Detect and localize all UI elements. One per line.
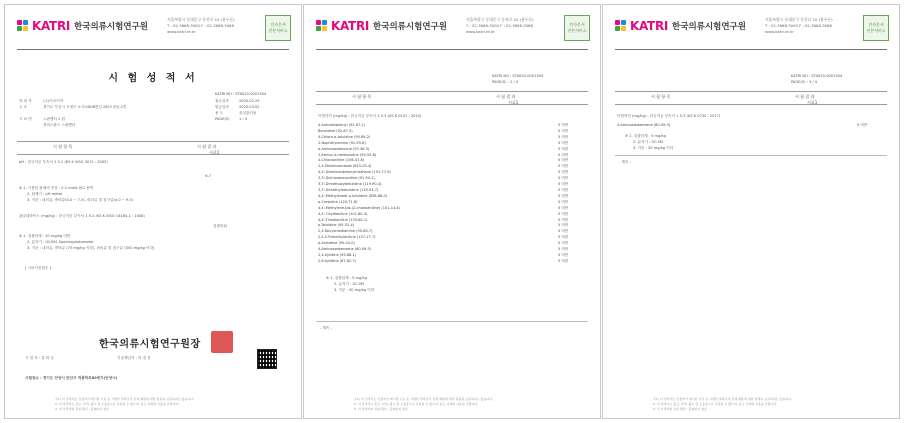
item-name: 2,4-Xylidine (95-68-1) xyxy=(318,252,357,257)
address-block: 서울특별시 동대문구 동산로 10 (용두동) T : 02-3668-3000 F : 02-3668-3068 www.katri.re.kr xyxy=(466,17,534,34)
item-name: 4-Chloro-o-toluidine (95-69-2) xyxy=(318,134,371,139)
page-footer: 주1) 이 성적서는 신청자가 제시한 시료 등 시험한 결과로서 전체 제품에 대한 품질을 보증하지는 않습니다. 2. 이 성적서는 홍보, 선전, 광고 및 소송용으로 사용될 수 없으며, 용도 이외의 사용을 금합니다. 3. 이 성적서의 진위 확인 : 홈페이지 참조 xyxy=(55,397,195,411)
item-name: 4,4'-Methylenedi-o-toluidine (838-88-0) xyxy=(318,193,388,198)
item-result: 5 미만 xyxy=(558,170,569,175)
item-result: 5 미만 xyxy=(558,152,569,157)
item-result: 5 미만 xyxy=(558,158,569,163)
item-result: 5 미만 xyxy=(558,211,569,216)
item-result: 5 미만 xyxy=(558,258,569,263)
page-footer: 주1) 이 성적서는 신청자가 제시한 시료 등 시험한 결과로서 전체 제품에 대한 품질을 보증하지는 않습니다. 2. 이 성적서는 홍보, 선전, 광고 및 소송용으로 사용될 수 없으며, 용도 이외의 사용을 금합니다. 3. 이 성적서의 진위 확인 : 홈페이지 참조 xyxy=(354,397,494,411)
item-result: 5 미만 xyxy=(558,229,569,234)
report-page-2 xyxy=(303,4,601,419)
katri-logo-icon xyxy=(17,20,29,32)
item-result: 5 미만 xyxy=(558,193,569,198)
item-result: 5 미만 xyxy=(558,217,569,222)
item-result: 5 미만 xyxy=(558,140,569,145)
item-result: 5 미만 xyxy=(558,187,569,192)
qr-code xyxy=(257,349,277,369)
e-document-seal: 전자문서 진본서비스 xyxy=(265,15,291,41)
report-number: KATRI NO : STA020-0001304 PAGE(S) : 3 / 4 xyxy=(791,74,843,84)
list-item xyxy=(617,123,887,129)
item-result: 5 미만 xyxy=(857,123,868,127)
katri-logo: KATRI 한국의류시험연구원 xyxy=(615,19,746,33)
test-notes: ※ 1. 검출한계 : 5 mg/kg 2. 분석기 : GC-MS 3. 기준 : 30 mg/kg 이하 xyxy=(625,134,674,150)
page-footer: 주1) 이 성적서는 신청자가 제시한 시료 등 시험한 결과로서 전체 제품에 대한 품질을 보증하지는 않습니다. 2. 이 성적서는 홍보, 선전, 광고 및 소송용으로 사용될 수 없으며, 용도 이외의 사용을 금합니다. 3. 이 성적서의 진위 확인 : 홈페이지 참조 xyxy=(653,397,793,411)
page-title: 시 험 성 적 서 xyxy=(108,73,198,84)
item-name: 4,4'-Thiodianiline (139-65-1) xyxy=(318,217,368,222)
tester: 시 험 자 : 류 미 숙 xyxy=(25,356,54,360)
test-location: 시험장소 : 경기도 안양시 만안구 덕풍하로89번지(안양시) xyxy=(25,376,118,380)
item-result: 5 미만 xyxy=(558,252,569,257)
item-result: 5 미만 xyxy=(558,205,569,210)
arylamine-list xyxy=(318,123,588,265)
sample-photo-note: [ 시료사진첨부 ] xyxy=(25,266,51,270)
arylamine-list xyxy=(617,123,887,129)
arylamine-title: 아릴아민 (mg/kg) : 한국지공 부속서 1 5.3 (KS K 0730 : 2017) xyxy=(617,114,721,118)
divider xyxy=(316,49,588,50)
continued-mark: - 계속 - xyxy=(619,160,631,164)
item-name: 4,4'-Diaminodiphenylmethane (101-77-9) xyxy=(318,170,391,175)
arylamine-title: 아릴아민 (mg/kg) : 한국지공 부속서 1 5.3 (KS K 0147 : 2015) xyxy=(318,114,422,118)
report-number: KATRI NO : STA020-0001304 PAGE(S) : 2 / 4 xyxy=(492,74,544,84)
item-result: 5 미만 xyxy=(558,164,569,169)
item-name: 4-Aminobiphenyl (92-67-1) xyxy=(318,123,366,127)
test-notes: ※ 1. 검출한계 : 5 mg/kg 2. 분석기 : GC-MS 3. 기준 : 30 mg/kg 이하 xyxy=(326,276,375,292)
continued-mark: - 계속 - xyxy=(320,326,332,330)
address-block: 서울특별시 동대문구 동산로 10 (용두동) T : 02-3668-3000 F : 02-3668-3068 www.katri.re.kr xyxy=(765,17,833,34)
item-result: 5 미만 xyxy=(558,128,569,133)
table-header: 시 험 항 목 시 험 결 과 시료1 xyxy=(615,91,887,105)
item-result: 5 미만 xyxy=(558,223,569,228)
e-document-seal: 전자문서 진본서비스 xyxy=(564,15,590,41)
client-info: 의 뢰 자 (주)이코이아 주 소 경기도 부천시 오정구 소사로808번길 26(오정동,2층 시 료 명 스판엔더 1 원 정미스판스 스판엔더 xyxy=(19,99,127,127)
item-name: 3,3'-Dimethoxybenzidine (119-90-4) xyxy=(318,182,382,187)
katri-logo: KATRI 한국의류시험연구원 xyxy=(17,19,148,33)
table-header: 시 험 항 목 시 험 결 과 시료1 xyxy=(17,141,289,155)
item-name: 3,3'-Dichlorobenzidine (91-94-1) xyxy=(318,176,375,181)
item-name: 4-Aminoazobenzene (60-09-3) xyxy=(318,247,372,252)
item-result: 5 미만 xyxy=(558,176,569,181)
katri-logo-icon xyxy=(615,20,627,32)
divider xyxy=(615,155,887,156)
item-name: 4,4'-Methylene-bis-(2-chloroaniline) (101-14-4) xyxy=(318,205,401,210)
page-header xyxy=(615,15,889,45)
page-header xyxy=(17,15,291,45)
item-result: 5 미만 xyxy=(558,146,569,151)
divider xyxy=(316,321,588,322)
report-page-3 xyxy=(602,4,900,419)
item-name: o-Anisidine (90-04-0) xyxy=(318,241,355,246)
page-header xyxy=(316,15,590,45)
item-name: 2-Naphthylamine (91-59-8) xyxy=(318,140,366,145)
item-name: o-Toluidine (95-53-4) xyxy=(318,223,355,228)
katri-logo: KATRI 한국의류시험연구원 xyxy=(316,19,447,33)
item-name: 3,3'-Dimethylbenzidine (119-93-7) xyxy=(318,187,379,192)
item-name: 4-Aminoazobenzene (60-09-3) xyxy=(617,123,671,127)
item-name: 2,4-Toluylenediamine (95-80-7) xyxy=(318,229,373,234)
address-block: 서울특별시 동대문구 동산로 10 (용두동) T : 02-3668-3000 F : 02-3668-3068 www.katri.re.kr xyxy=(167,17,235,34)
item-result: 5 미만 xyxy=(558,182,569,187)
report-page-1 xyxy=(4,4,302,419)
date-info: 접수일자 2020.02.25 발급일자 2020.03.02 용 도 품질관리용 PAGE(S) 1 / 4 xyxy=(215,99,260,121)
e-document-seal: 전자문서 진본서비스 xyxy=(863,15,889,41)
list-item xyxy=(318,259,588,265)
item-name: 4-Chloroaniline (106-47-8) xyxy=(318,158,365,163)
item-result: 5 미만 xyxy=(558,123,569,127)
item-result: 5 미만 xyxy=(558,241,569,246)
divider xyxy=(615,49,887,50)
item-name: 2,4,5-Trimethylaniline (137-17-7) xyxy=(318,235,376,240)
table-header: 시 험 항 목 시 험 결 과 시료1 xyxy=(316,91,588,105)
item-name: 4,4'-Oxydianiline (101-80-4) xyxy=(318,211,368,216)
ph-section: pH : 한국지공 부속서 1 5.1 (KS K 0ISO 3071 : 2005) 6.7 ※ 1. 사용한 완제의 종류 : 0.1 mol/L KCl 용액 2. 완제기 : pH meter 3. 기준 : 내의류, 중의류(4.0 ~ 7.5), 외의류 및 침구류(4.0 ~ 9.0) xyxy=(19,160,211,202)
institute-name: 한국의류시험연구원장 xyxy=(99,339,201,350)
katri-logo-icon xyxy=(316,20,328,32)
item-name: 2,6-Xylidine (87-62-7) xyxy=(318,258,357,263)
item-name: Benzidine (92-87-5) xyxy=(318,128,353,133)
formaldehyde-section: 폼알데하이드 (mg/kg) : 한국지공 부속서 1 5.2 (KS K 0ISO 14184-1 : 2008) 검출한됨 ※ 1. 검출한계 : 20 mg/kg 미만 2. 분석기 : UV/VIS Spectrophotometer 3. 기준 : 내의류, 중의류 (75 mg/kg 이하), 외의류 및 침구류 (300 mg/kg 이하) xyxy=(19,214,227,250)
divider xyxy=(17,49,289,50)
official-stamp xyxy=(211,331,233,353)
item-name: 2,4-Diaminoanisole (615-05-4) xyxy=(318,164,372,169)
item-name: p-Cresidine (120-71-8) xyxy=(318,199,358,204)
item-name: o-Aminoazotoluene (97-56-3) xyxy=(318,146,370,151)
item-result: 5 미만 xyxy=(558,134,569,139)
item-result: 5 미만 xyxy=(558,247,569,252)
item-result: 5 미만 xyxy=(558,235,569,240)
item-result: 5 미만 xyxy=(558,199,569,204)
report-number: KATRI NO : STA020-0001304 xyxy=(215,92,267,96)
item-name: 2-Amino-4-nitrotoluene (99-55-8) xyxy=(318,152,377,157)
technical-manager: 기술책임자 : 이 경 진 xyxy=(117,356,151,360)
